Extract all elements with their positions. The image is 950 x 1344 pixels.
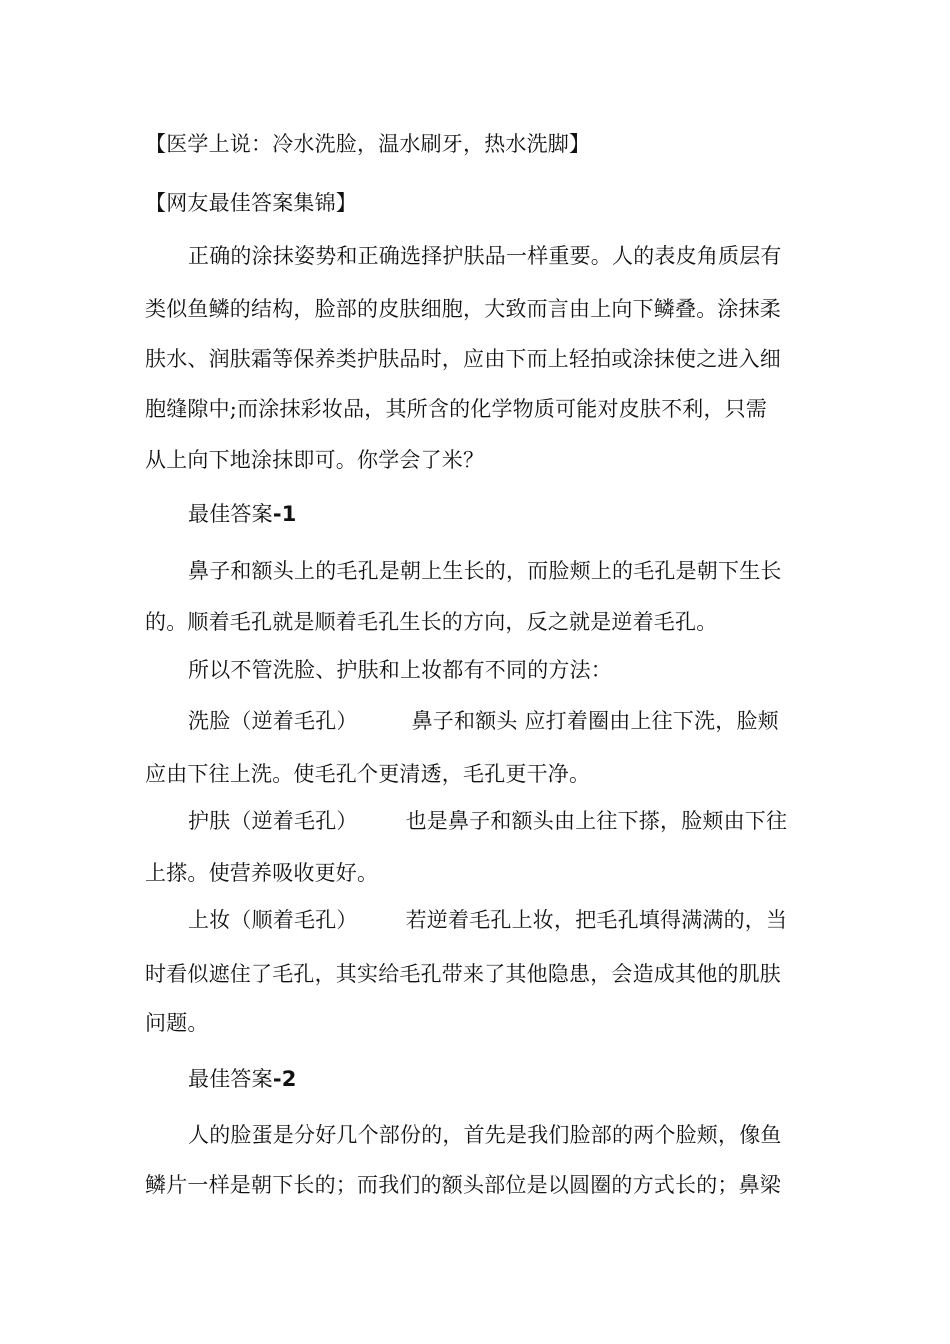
makeup-cont-1: 时看似遮住了毛孔，其实给毛孔带来了其他隐患，会造成其他的肌肤: [145, 962, 781, 986]
answer2-line-2: 鳞片一样是朝下长的；而我们的额头部位是以圆圈的方式长的；鼻梁: [145, 1173, 781, 1197]
answer2-title-prefix: 最佳答案: [188, 1067, 273, 1091]
skincare-line: [188, 806, 787, 836]
answer2-title-suffix: -2: [272, 1067, 297, 1091]
wash-face-line: [188, 706, 779, 736]
skincare-label: 护肤（逆着毛孔）: [188, 809, 358, 833]
intro-line-1: 正确的涂抹姿势和正确选择护肤品一样重要。人的表皮角质层有: [188, 244, 782, 268]
answer1-line-1: 鼻子和额头上的毛孔是朝上生长的，而脸颊上的毛孔是朝下生长: [188, 559, 782, 583]
heading-answers: 【网友最佳答案集锦】: [145, 191, 357, 215]
skincare-text: 也是鼻子和额头由上往下搽，脸颊由下往: [405, 809, 788, 833]
skincare-cont: 上搽。使营养吸收更好。: [145, 861, 379, 885]
wash-face-cont: 应由下往上洗。使毛孔个更清透，毛孔更干净。: [145, 762, 591, 786]
intro-line-2: 类似鱼鳞的结构，脸部的皮肤细胞，大致而言由上向下鳞叠。涂抹柔: [145, 297, 781, 321]
heading-medical: 【医学上说：冷水洗脸，温水刷牙，热水洗脚】: [145, 132, 591, 156]
wash-face-text: 鼻子和额头 应打着圈由上往下洗，脸颊: [411, 709, 779, 733]
intro-line-4: 胞缝隙中;而涂抹彩妆品，其所含的化学物质可能对皮肤不利，只需: [145, 397, 768, 421]
answer1-title-prefix: 最佳答案: [188, 502, 273, 526]
answer2-line-1: 人的脸蛋是分好几个部份的，首先是我们脸部的两个脸颊，像鱼: [188, 1123, 782, 1147]
makeup-cont-2: 问题。: [145, 1011, 209, 1035]
answer1-line-3: 所以不管洗脸、护肤和上妆都有不同的方法：: [188, 658, 612, 682]
makeup-line: [188, 905, 787, 935]
wash-face-label: 洗脸（逆着毛孔）: [188, 709, 358, 733]
makeup-label: 上妆（顺着毛孔）: [188, 908, 358, 932]
intro-line-5: 从上向下地涂抹即可。你学会了米？: [145, 448, 485, 472]
answer1-title-suffix: -1: [272, 502, 297, 526]
answer1-title: [188, 499, 297, 529]
answer1-line-2: 的。顺着毛孔就是顺着毛孔生长的方向，反之就是逆着毛孔。: [145, 610, 718, 634]
answer2-title: [188, 1064, 297, 1094]
makeup-text: 若逆着毛孔上妆，把毛孔填得满满的，当: [405, 908, 788, 932]
intro-line-3: 肤水、润肤霜等保养类护肤品时，应由下而上轻拍或涂抹使之进入细: [145, 347, 781, 371]
